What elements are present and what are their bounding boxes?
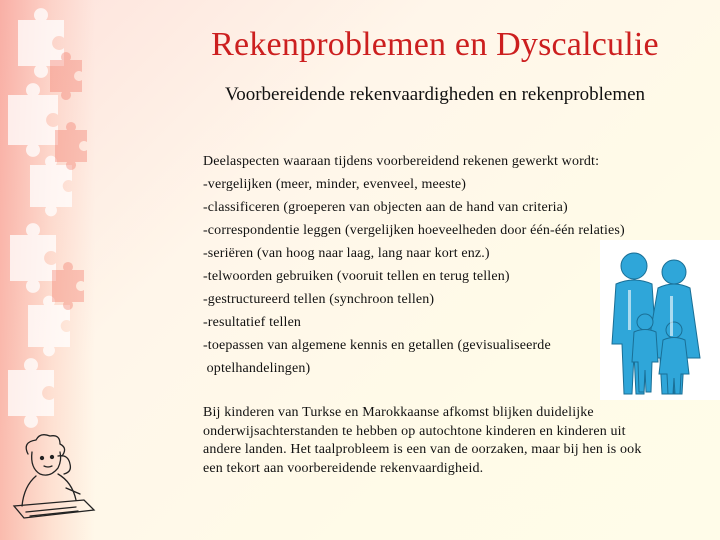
list-item-continuation: optelhandelingen) [203, 361, 311, 376]
list-item: -correspondentie leggen (vergelijken hoeveelheden door één-één relaties) [203, 223, 625, 238]
paragraph-line: andere landen. Het taalprobleem is een van de oorzaken, maar bij hen is ook [203, 442, 642, 457]
slide-title: Rekenproblemen en Dyscalculie [211, 26, 659, 63]
list-item: -telwoorden gebruiken (vooruit tellen en terug tellen) [203, 269, 510, 284]
paragraph-line: een tekort aan voorbereidende rekenvaardigheid. [203, 460, 484, 476]
paragraph-line: Bij kinderen van Turkse en Marokkaanse afkomst blijken duidelijke [203, 405, 594, 420]
paragraph-line: onderwijsachterstanden te hebben op autochtone kinderen en kinderen uit [203, 423, 626, 439]
list-item: -seriëren (van hoog naar laag, lang naar kort enz.) [203, 246, 490, 261]
list-item: -gestructureerd tellen (synchroon tellen) [203, 292, 435, 307]
thinking-student-icon [6, 432, 102, 532]
list-intro: Deelaspecten waaraan tijdens voorbereidend rekenen gewerkt wordt: [203, 154, 600, 169]
list-item: -resultatief tellen [203, 315, 302, 330]
list-item: -vergelijken (meer, minder, evenveel, meeste) [203, 177, 467, 192]
list-item: -toepassen van algemene kennis en getallen (gevisualiseerde [203, 338, 551, 353]
student-illustration [6, 432, 102, 532]
explanation-paragraph [203, 404, 698, 478]
family-illustration [600, 240, 720, 400]
family-illustration-icon [600, 240, 720, 400]
list-item: -classificeren (groeperen van objecten aan de hand van criteria) [203, 200, 568, 215]
slide-subtitle: Voorbereidende rekenvaardigheden en rekenproblemen [224, 84, 646, 105]
